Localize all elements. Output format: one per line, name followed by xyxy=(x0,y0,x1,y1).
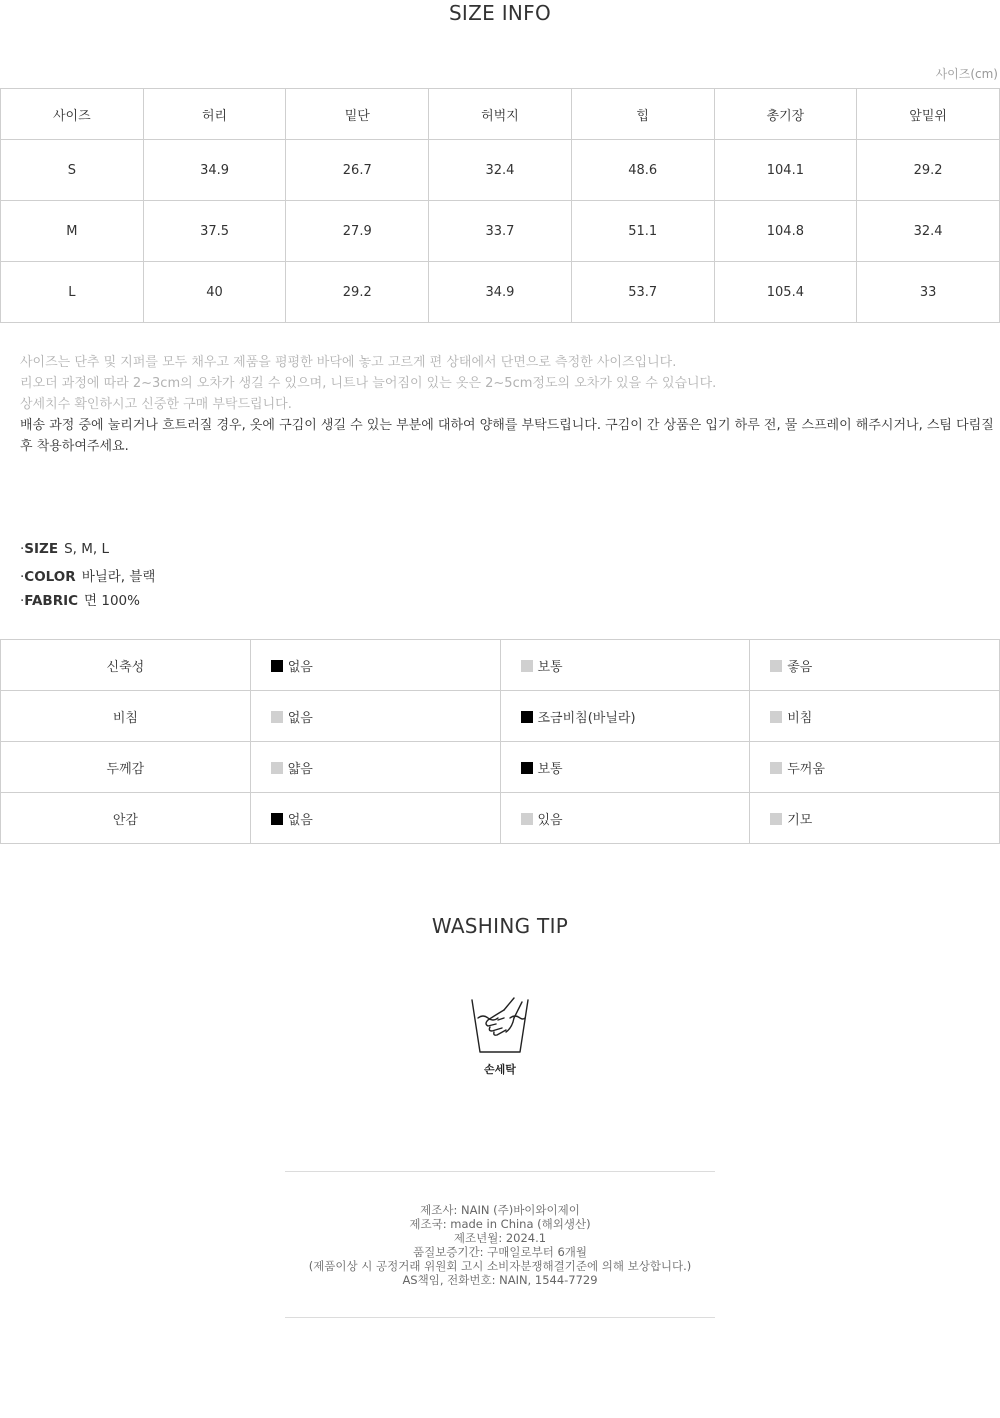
feature-option xyxy=(750,742,1000,793)
hand-wash-icon xyxy=(470,996,530,1056)
size-notes xyxy=(20,352,995,457)
size-table-header-row xyxy=(1,89,1000,140)
option-text: 보통 xyxy=(537,659,563,675)
feature-option xyxy=(500,793,750,844)
table-cell: 32.4 xyxy=(857,201,1000,262)
table-cell: S xyxy=(1,140,144,201)
size-table-header: 허벅지 xyxy=(429,89,572,140)
info-line: 제조국: made in China (해외생산) xyxy=(409,1217,591,1231)
table-cell: 105.4 xyxy=(714,262,857,323)
option-text: 없음 xyxy=(287,812,313,828)
option-text: 얇음 xyxy=(287,761,313,777)
shipping-note: 배송 과정 중에 눌리거나 흐트러질 경우, 옷에 구김이 생길 수 있는 부분에 대하여 양해를 부탁드립니다. 구김이 간 상품은 입기 하루 전, 물 스프레이 해주시거나, 스팀 다림질 후 착용하여주세요. xyxy=(20,418,994,454)
washing-tip-title: WASHING TIP xyxy=(431,914,569,938)
spec-value: 면 100% xyxy=(84,593,140,609)
checkbox-square-icon xyxy=(271,813,283,825)
table-row xyxy=(1,742,1000,793)
size-table-header: 총기장 xyxy=(714,89,857,140)
product-info xyxy=(0,1203,1000,1287)
size-unit-label: 사이즈(cm) xyxy=(935,67,998,81)
spec-size: ·SIZE S, M, L xyxy=(20,541,109,557)
option-text: 기모 xyxy=(787,812,813,828)
spec-color: ·COLOR 바닐라, 블랙 xyxy=(20,569,156,585)
option-text: 두꺼움 xyxy=(787,761,825,777)
option-text: 없음 xyxy=(287,710,313,726)
feature-option xyxy=(500,742,750,793)
table-cell: 32.4 xyxy=(429,140,572,201)
feature-option xyxy=(250,640,500,691)
hand-wash-label: 손세탁 xyxy=(484,1063,516,1076)
spec-value: S, M, L xyxy=(64,541,109,557)
table-cell: 27.9 xyxy=(286,201,429,262)
size-table-header: 밑단 xyxy=(286,89,429,140)
checkbox-square-icon xyxy=(271,762,283,774)
info-line: 제조년월: 2024.1 xyxy=(453,1231,547,1245)
checkbox-square-icon xyxy=(770,660,782,672)
table-cell: 53.7 xyxy=(571,262,714,323)
option-text: 조금비침(바닐라) xyxy=(537,710,636,726)
table-cell: 33 xyxy=(857,262,1000,323)
divider xyxy=(285,1171,715,1172)
checkbox-square-icon xyxy=(271,660,283,672)
table-cell: 37.5 xyxy=(143,201,286,262)
feature-label: 비침 xyxy=(1,691,251,742)
size-table-header: 앞밑위 xyxy=(857,89,1000,140)
table-cell: 104.1 xyxy=(714,140,857,201)
checkbox-square-icon xyxy=(770,813,782,825)
table-row xyxy=(1,140,1000,201)
spec-key: FABRIC xyxy=(24,593,79,609)
info-line: 품질보증기간: 구매일로부터 6개월 xyxy=(412,1245,588,1259)
divider xyxy=(285,1317,715,1318)
checkbox-square-icon xyxy=(770,711,782,723)
feature-option xyxy=(250,742,500,793)
table-cell: 26.7 xyxy=(286,140,429,201)
table-cell: M xyxy=(1,201,144,262)
size-table xyxy=(0,88,1000,323)
size-table-header: 사이즈 xyxy=(1,89,144,140)
option-text: 비침 xyxy=(787,710,813,726)
option-text: 없음 xyxy=(287,659,313,675)
table-row xyxy=(1,201,1000,262)
info-line: AS책임, 전화번호: NAIN, 1544-7729 xyxy=(402,1273,598,1287)
checkbox-square-icon xyxy=(770,762,782,774)
feature-label: 두께감 xyxy=(1,742,251,793)
feature-option xyxy=(750,793,1000,844)
size-table-header: 허리 xyxy=(143,89,286,140)
feature-option xyxy=(250,691,500,742)
table-row xyxy=(1,640,1000,691)
feature-option xyxy=(750,691,1000,742)
spec-fabric: ·FABRIC 면 100% xyxy=(20,593,140,609)
option-text: 좋음 xyxy=(787,659,813,675)
table-cell: 34.9 xyxy=(429,262,572,323)
spec-key: SIZE xyxy=(24,541,59,557)
feature-option xyxy=(500,691,750,742)
feature-option xyxy=(750,640,1000,691)
checkbox-square-icon xyxy=(521,762,533,774)
table-row xyxy=(1,262,1000,323)
checkbox-square-icon xyxy=(521,660,533,672)
option-text: 있음 xyxy=(537,812,563,828)
feature-option xyxy=(250,793,500,844)
feature-table xyxy=(0,639,1000,844)
table-cell: 33.7 xyxy=(429,201,572,262)
note-line: 상세치수 확인하시고 신중한 구매 부탁드립니다. xyxy=(20,397,292,412)
feature-option xyxy=(500,640,750,691)
table-cell: 34.9 xyxy=(143,140,286,201)
info-line: (제품이상 시 공정거래 위원회 고시 소비자분쟁해결기준에 의해 보상합니다.) xyxy=(308,1259,692,1273)
table-row xyxy=(1,691,1000,742)
table-cell: 40 xyxy=(143,262,286,323)
table-row xyxy=(1,793,1000,844)
table-cell: 104.8 xyxy=(714,201,857,262)
checkbox-square-icon xyxy=(521,813,533,825)
size-table-header: 힙 xyxy=(571,89,714,140)
spec-value: 바닐라, 블랙 xyxy=(81,569,156,585)
table-cell: L xyxy=(1,262,144,323)
checkbox-square-icon xyxy=(521,711,533,723)
note-line: 리오더 과정에 따라 2~3cm의 오차가 생길 수 있으며, 니트나 늘어짐이 있는 옷은 2~5cm정도의 오차가 있을 수 있습니다. xyxy=(20,376,717,391)
feature-label: 안감 xyxy=(1,793,251,844)
table-cell: 51.1 xyxy=(571,201,714,262)
note-line: 사이즈는 단추 및 지퍼를 모두 채우고 제품을 평평한 바닥에 놓고 고르게 편 상태에서 단면으로 측정한 사이즈입니다. xyxy=(20,355,677,370)
spec-key: COLOR xyxy=(24,569,76,585)
checkbox-square-icon xyxy=(271,711,283,723)
table-cell: 29.2 xyxy=(857,140,1000,201)
info-line: 제조사: NAIN (주)바이와이제이 xyxy=(420,1203,580,1217)
table-cell: 48.6 xyxy=(571,140,714,201)
feature-label: 신축성 xyxy=(1,640,251,691)
size-info-title: SIZE INFO xyxy=(448,1,552,25)
table-cell: 29.2 xyxy=(286,262,429,323)
option-text: 보통 xyxy=(537,761,563,777)
